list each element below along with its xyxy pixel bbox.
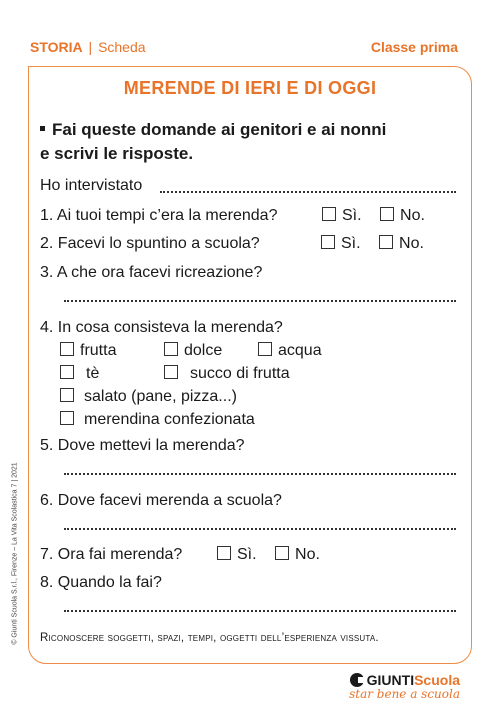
question-1-text: 1. Ai tuoi tempi c’era la merenda? bbox=[40, 207, 278, 224]
q4-option-row-2 bbox=[60, 364, 290, 384]
q1-yes-checkbox[interactable] bbox=[322, 207, 336, 221]
q1-yes-label: Sì. bbox=[342, 207, 362, 224]
q2-yes-label: Sì. bbox=[341, 235, 361, 252]
q4-merendina-checkbox[interactable] bbox=[60, 411, 74, 425]
q7-no-checkbox[interactable] bbox=[275, 546, 289, 560]
q4-dolce-checkbox[interactable] bbox=[164, 342, 178, 356]
interview-label: Ho intervistato bbox=[40, 177, 143, 194]
q4-frutta-label: frutta bbox=[80, 342, 117, 359]
question-7 bbox=[40, 545, 182, 565]
q7-yes-label: Sì. bbox=[237, 546, 257, 563]
question-5 bbox=[40, 436, 245, 456]
logo-brand-accent: Scuola bbox=[414, 672, 460, 688]
q7-yes-checkbox[interactable] bbox=[217, 546, 231, 560]
q4-dolce-label: dolce bbox=[184, 342, 223, 359]
sheet-label: Scheda bbox=[98, 39, 146, 55]
q4-option-row-4 bbox=[60, 410, 255, 430]
worksheet-title: MERENDE DI IERI E DI OGGI bbox=[123, 78, 377, 98]
q2-no-label: No. bbox=[399, 235, 424, 252]
question-3-answer-line[interactable] bbox=[64, 300, 456, 302]
q4-salato-label: salato (pane, pizza...) bbox=[84, 388, 237, 405]
q4-te-checkbox[interactable] bbox=[60, 365, 74, 379]
page-header bbox=[30, 39, 458, 59]
header-separator: | bbox=[88, 39, 93, 55]
question-8 bbox=[40, 573, 162, 593]
question-4 bbox=[40, 318, 283, 338]
learning-objective: Riconoscere soggetti, spazi, tempi, oggetti dell’esperienza vissuta. bbox=[40, 632, 379, 644]
q7-no-label: No. bbox=[295, 546, 320, 563]
subject-label: STORIA bbox=[30, 39, 83, 55]
q1-no-checkbox[interactable] bbox=[380, 207, 394, 221]
question-2 bbox=[40, 234, 260, 254]
interview-row bbox=[40, 176, 142, 196]
question-8-answer-line[interactable] bbox=[64, 610, 456, 612]
question-3-text: 3. A che ora facevi ricreazione? bbox=[40, 264, 263, 281]
question-2-text: 2. Facevi lo spuntino a scuola? bbox=[40, 235, 260, 252]
question-7-text: 7. Ora fai merenda? bbox=[40, 546, 183, 563]
question-3 bbox=[40, 263, 262, 283]
question-7-choices bbox=[217, 545, 320, 565]
copyright-notice: © Giunti Scuola S.r.l., Firenze – La Vita Scolastica 7 | 2021 bbox=[11, 462, 19, 645]
question-6 bbox=[40, 491, 282, 511]
header-subject bbox=[30, 39, 146, 55]
q4-salato-checkbox[interactable] bbox=[60, 388, 74, 402]
q4-frutta-checkbox[interactable] bbox=[60, 342, 74, 356]
question-6-answer-line[interactable] bbox=[64, 528, 456, 530]
question-1-choices bbox=[322, 206, 425, 226]
q4-te-label: tè bbox=[86, 365, 100, 382]
q4-acqua-checkbox[interactable] bbox=[258, 342, 272, 356]
q4-acqua-label: acqua bbox=[278, 342, 322, 359]
interview-answer-line[interactable] bbox=[160, 191, 456, 193]
publisher-logo bbox=[349, 672, 460, 701]
bullet-icon bbox=[40, 126, 45, 131]
question-8-text: 8. Quando la fai? bbox=[40, 574, 162, 591]
q4-succo-checkbox[interactable] bbox=[164, 365, 178, 379]
logo-brand: GIUNTI bbox=[366, 672, 415, 688]
question-1 bbox=[40, 206, 277, 226]
q4-option-row-1 bbox=[60, 341, 322, 361]
q2-yes-checkbox[interactable] bbox=[321, 235, 335, 249]
instructions bbox=[40, 118, 440, 166]
question-2-choices bbox=[321, 234, 424, 254]
question-4-text: 4. In cosa consisteva la merenda? bbox=[40, 319, 283, 336]
q4-succo-label: succo di frutta bbox=[190, 365, 290, 382]
q4-option-row-3 bbox=[60, 387, 237, 407]
question-5-text: 5. Dove mettevi la merenda? bbox=[40, 437, 245, 454]
instruction-line-1: Fai queste domande ai genitori e ai nonni bbox=[52, 120, 387, 139]
q4-merendina-label: merendina confezionata bbox=[84, 411, 255, 428]
q1-no-label: No. bbox=[400, 207, 425, 224]
logo-tagline: star bene a scuola bbox=[349, 687, 460, 701]
q2-no-checkbox[interactable] bbox=[379, 235, 393, 249]
class-label: Classe prima bbox=[370, 39, 458, 55]
giunti-logo-icon bbox=[350, 673, 364, 687]
question-5-answer-line[interactable] bbox=[64, 473, 456, 475]
instruction-line-2: e scrivi le risposte. bbox=[40, 144, 194, 163]
question-6-text: 6. Dove facevi merenda a scuola? bbox=[40, 492, 282, 509]
